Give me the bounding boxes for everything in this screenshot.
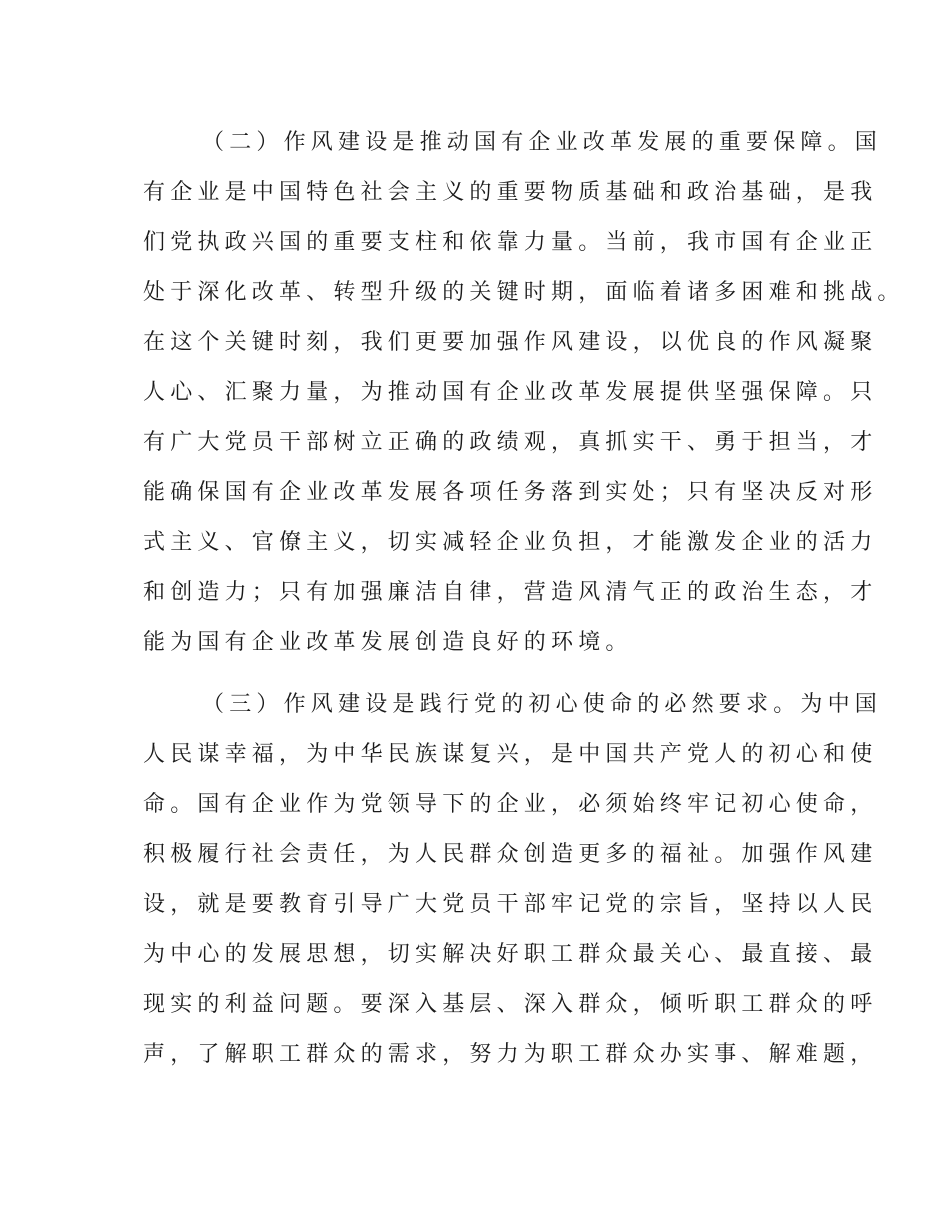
text-line: 现实的利益问题。要深入基层、深入群众，倾听职工群众的呼 (143, 992, 878, 1017)
text-line: 处于深化改革、转型升级的关键时期，面临着诸多困难和挑战。 (143, 280, 905, 305)
text-line: 有广大党员干部树立正确的政绩观，真抓实干、勇于担当，才 (143, 430, 878, 455)
text-line: 能确保国有企业改革发展各项任务落到实处；只有坚决反对形 (143, 480, 878, 505)
text-line: 在这个关键时刻，我们更要加强作风建设，以优良的作风凝聚 (143, 330, 878, 355)
text-line: 积极履行社会责任，为人民群众创造更多的福祉。加强作风建 (143, 842, 878, 867)
text-line: 式主义、官僚主义，切实减轻企业负担，才能激发企业的活力 (143, 530, 878, 555)
text-line: 声，了解职工群众的需求，努力为职工群众办实事、解难题， (143, 1042, 878, 1067)
text-line: 人民谋幸福，为中华民族谋复兴，是中国共产党人的初心和使 (143, 742, 878, 767)
text-line: 人心、汇聚力量，为推动国有企业改革发展提供坚强保障。只 (143, 380, 878, 405)
text-line: （三）作风建设是践行党的初心使命的必然要求。为中国 (202, 692, 883, 717)
text-line: 能为国有企业改革发展创造良好的环境。 (143, 630, 633, 655)
text-line: 为中心的发展思想，切实解决好职工群众最关心、最直接、最 (143, 942, 878, 967)
text-line: 有企业是中国特色社会主义的重要物质基础和政治基础，是我 (143, 180, 878, 205)
text-line: 们党执政兴国的重要支柱和依靠力量。当前，我市国有企业正 (143, 230, 878, 255)
text-line: （二）作风建设是推动国有企业改革发展的重要保障。国 (202, 130, 883, 155)
text-line: 命。国有企业作为党领导下的企业，必须始终牢记初心使命， (143, 792, 878, 817)
text-line: 和创造力；只有加强廉洁自律，营造风清气正的政治生态，才 (143, 580, 878, 605)
text-line: 设，就是要教育引导广大党员干部牢记党的宗旨，坚持以人民 (143, 892, 878, 917)
